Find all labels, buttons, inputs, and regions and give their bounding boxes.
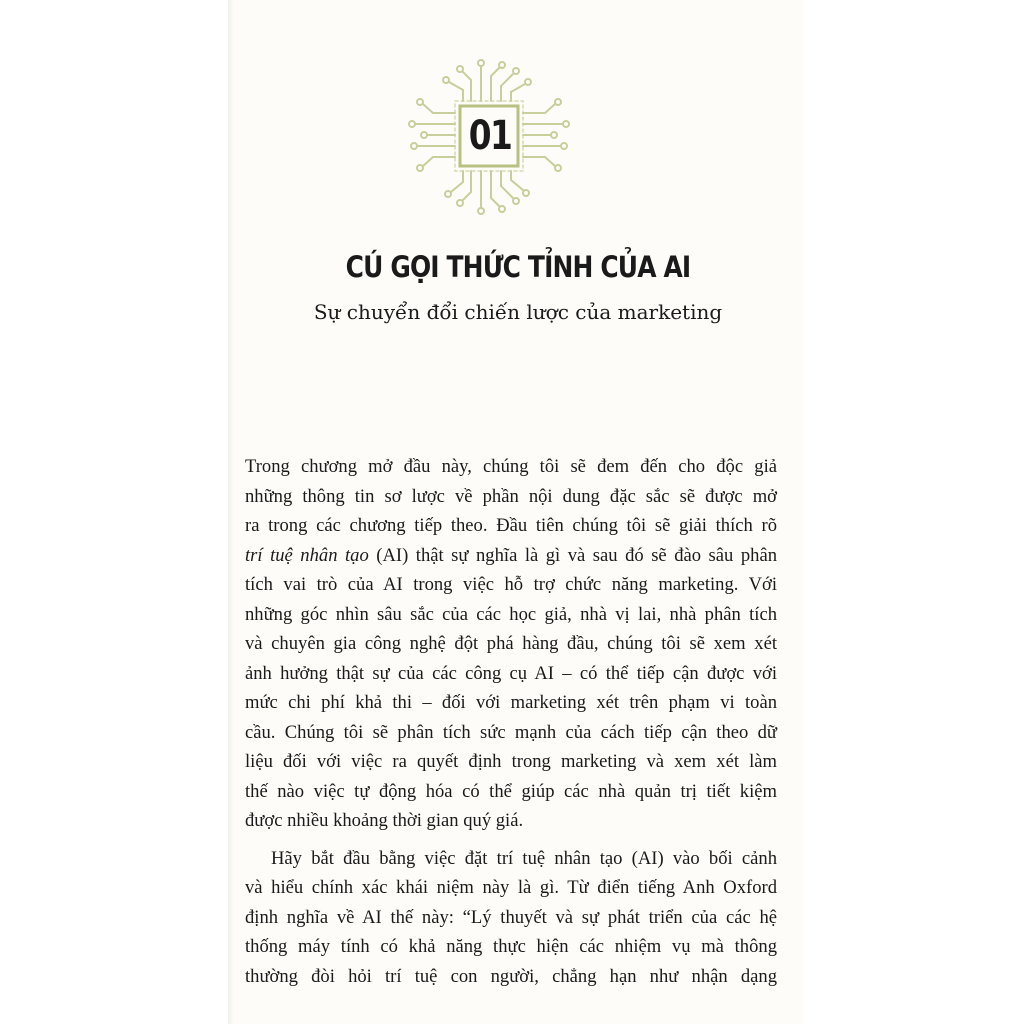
body-line: những góc nhìn sâu sắc của các học giả, nhà vị lai, nhà phân tích — [245, 603, 777, 625]
body-line: cầu. Chúng tôi sẽ phân tích sức mạnh của cách tiếp cận theo dữ — [245, 721, 777, 743]
chapter-subtitle: Sự chuyển đổi chiến lược của marketing — [313, 300, 723, 324]
body-line: ra trong các chương tiếp theo. Đầu tiên chúng tôi sẽ giải thích rõ — [245, 515, 777, 536]
body-line: ảnh hưởng thật sự của các công cụ AI – có thể tiếp cận được với — [245, 662, 777, 684]
body-line: định nghĩa về AI thế này: “Lý thuyết và sự phát triển của các hệ — [245, 906, 777, 928]
body-line: những thông tin sơ lược về phần nội dung đặc sắc sẽ được mở — [245, 485, 777, 507]
body-line: và chuyên gia công nghệ đột phá hàng đầu, chúng tôi sẽ xem xét — [245, 633, 777, 654]
body-line: mức chi phí khả thi – đối với marketing xét trên phạm vi toàn — [245, 692, 777, 713]
body-line: thường đòi hỏi trí tuệ con người, chẳng hạn như nhận dạng — [245, 965, 777, 987]
italic-term: trí tuệ nhân tạo — [245, 544, 369, 566]
body-line-rest: (AI) thật sự nghĩa là gì và sau đó sẽ đào sâu phân — [368, 544, 777, 566]
body-line: thống máy tính có khả năng thực hiện các nhiệm vụ mà thông — [245, 936, 777, 957]
chapter-number: 01 — [468, 113, 512, 159]
body-line: Hãy bắt đầu bằng việc đặt trí tuệ nhân tạo (AI) vào bối cảnh — [271, 847, 777, 869]
body-line: được nhiều khoảng thời gian quý giá. — [245, 810, 524, 831]
body-line: Trong chương mở đầu này, chúng tôi sẽ đem đến cho độc giả — [245, 456, 777, 477]
body-line — [245, 541, 777, 571]
body-line: liệu đối với việc ra quyết định trong marketing và xem xét làm — [245, 751, 777, 772]
body-line: tích vai trò của AI trong việc hỗ trợ chức năng marketing. Với — [245, 574, 777, 595]
paragraph-gap — [245, 836, 777, 844]
chapter-title: CÚ GỌI THỨC TỈNH CỦA AI — [345, 250, 691, 284]
chapter-body-text — [245, 452, 777, 991]
body-line: và hiểu chính xác khái niệm này là gì. Từ điển tiếng Anh Oxford — [245, 877, 777, 898]
body-line: thế nào việc tự động hóa có thể giúp các nhà quản trị tiết kiệm — [245, 780, 777, 802]
